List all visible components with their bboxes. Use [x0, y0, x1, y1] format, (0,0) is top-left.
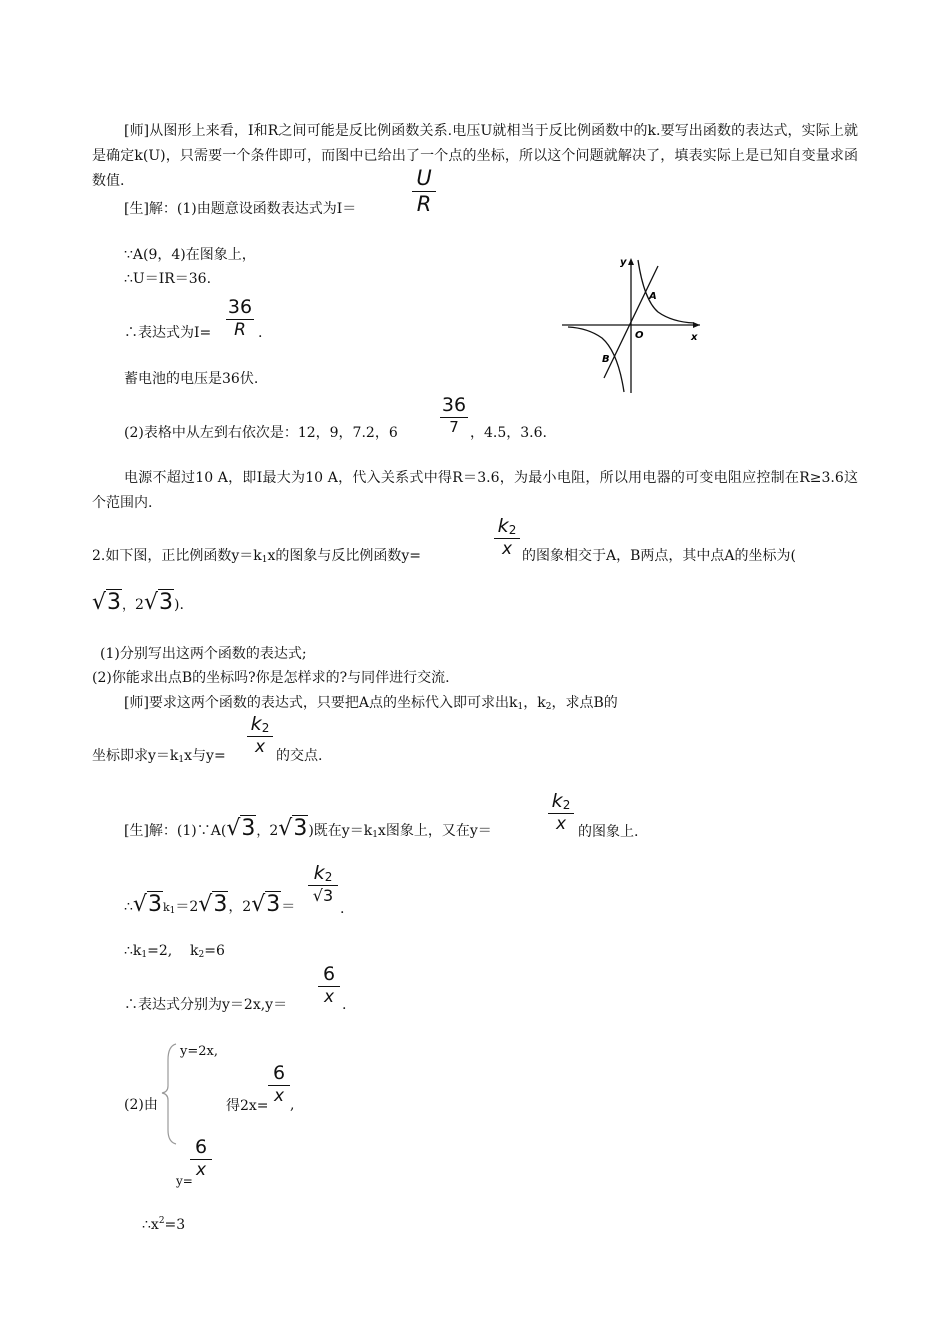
comma: , [290, 1097, 295, 1113]
subscript: 1 [261, 555, 268, 565]
question-2-line [92, 549, 421, 565]
denominator: x [254, 737, 266, 757]
paragraph-power-limit: 电源不超过10 A，即I最大为10 A，代入关系式中得R＝3.6，为最小电阻，所以用电器的可变电阻应控制在R≥3.6这个范围内. [92, 470, 858, 511]
sqrt-3: √3 [198, 892, 228, 917]
denominator: R [234, 320, 246, 340]
equation-2-label: y= [176, 1174, 193, 1188]
system-intro: (2)由 [124, 1097, 158, 1113]
numerator: $k_2$ [497, 515, 517, 537]
numerator: $k_2$ [313, 862, 333, 884]
student-line-5: $\therefore x^2=3$ [142, 1216, 186, 1233]
point-a-coordinates: √3，2√3). [92, 590, 184, 615]
sqrt-3: √3 [278, 816, 308, 841]
numerator: 6 [272, 1062, 286, 1084]
function-graph [560, 254, 710, 394]
fraction-k2-over-sqrt3 [308, 864, 338, 904]
denominator: x [273, 1086, 285, 1106]
fraction-36-over-r [226, 298, 254, 339]
denominator: x [501, 539, 513, 559]
denominator: x [323, 987, 335, 1007]
student-line-1-end: 的图象上. [578, 824, 639, 840]
sqrt-3: √3 [251, 892, 281, 917]
fraction-k2-over-x [247, 715, 273, 756]
solution-line-1: [生]解：(1)由题意设函数表达式为I＝ [124, 201, 357, 217]
solution-line-2: ∵A(9，4)在图象上， [124, 247, 256, 263]
y-axis-arrow [628, 258, 634, 265]
denominator: x [195, 1160, 207, 1180]
fraction-6-over-x [190, 1138, 212, 1179]
point-a-label: A [649, 291, 657, 302]
teacher-line-2: [师]要求这两个函数的表达式，只要把A点的坐标代入即可求出$k_1$，$k_2$，求点B的 [124, 695, 618, 712]
point-b-label: B [602, 354, 610, 365]
equation-result: 得2x= [226, 1098, 269, 1114]
solution-line-6: (2)表格中从左到右依次是：12，9，7.2，6 [124, 425, 398, 441]
solution-line-6b: ，4.5，3.6. [470, 425, 547, 441]
student-line-1: [生]解：(1)∵A(√3，2√3)既在$y=k_1x$图象上，又在y＝ [124, 816, 492, 841]
x-axis-arrow [693, 322, 700, 328]
student-line-4: ∴表达式分别为y＝2x,y＝ [124, 997, 288, 1013]
question-2-part-2: (2)你能求出点B的坐标吗?你是怎样求的?与同伴进行交流. [92, 670, 450, 686]
numerator: $k_2$ [551, 790, 571, 812]
y-axis-label: y [620, 257, 627, 268]
paragraph-teacher-1: [师]从图形上来看，I和R之间可能是反比例函数关系.电压U就相当于反比例函数中的k.要写出函数的表达式，实际上就是确定k(U)，只需要一个条件即可，而图中已给出了一个点的坐标，所以这个问题就解决了，填表实际上是已知自变量求函数值. [92, 123, 858, 189]
fraction-k2-over-x [548, 792, 574, 833]
denominator: R [416, 192, 432, 216]
q2-text-a: 2.如下图，正比例函数y＝k [92, 548, 262, 564]
equation-1: y=2x, [180, 1044, 218, 1059]
numerator: 36 [227, 296, 253, 318]
numerator: 6 [322, 963, 336, 985]
teacher-line-3: 坐标即求$y=k_1x$与y= [92, 748, 226, 765]
sqrt-3: √3 [143, 590, 173, 615]
sqrt-3: √3 [92, 590, 122, 615]
numerator: 36 [441, 394, 467, 416]
teacher-line-3-end: 的交点. [276, 748, 323, 764]
fraction-6-over-x [268, 1064, 290, 1105]
numerator: 6 [194, 1136, 208, 1158]
solution-line-5: 蓄电池的电压是36伏. [124, 371, 259, 387]
solution-line-3: ∴U＝IR＝36. [124, 271, 212, 287]
fraction-36-over-7 [440, 396, 468, 435]
q2-text-b: x的图象与反比例函数y= [267, 548, 422, 564]
question-2-line-end: 的图象相交于A，B两点，其中点A的坐标为( [522, 548, 796, 564]
period: . [258, 325, 263, 341]
period: . [342, 997, 347, 1013]
sqrt-3: √3 [132, 892, 162, 917]
student-line-3: $\therefore k_1=2$, $k_2=6$ [124, 943, 225, 960]
fraction-k2-over-x [494, 517, 520, 558]
fraction-6-over-x [318, 965, 340, 1006]
numerator: U [416, 166, 432, 190]
left-brace [160, 1040, 180, 1146]
denominator: 7 [449, 418, 459, 436]
x-axis-label: x [691, 332, 698, 343]
period: . [340, 901, 345, 917]
solution-line-4: ∴表达式为I= [124, 325, 212, 341]
denominator: x [555, 814, 567, 834]
numerator: $k_2$ [250, 713, 270, 735]
origin-label: O [635, 330, 644, 341]
sqrt-3: √3 [226, 816, 256, 841]
question-2-part-1: (1)分别写出这两个函数的表达式; [100, 646, 307, 662]
fraction-u-over-r [412, 168, 436, 215]
denominator: √3 [312, 886, 334, 905]
student-line-2: $\therefore√3k_1=2√3$，2√3＝ [124, 892, 296, 917]
hyperbola-branch-third-quadrant [568, 327, 624, 392]
